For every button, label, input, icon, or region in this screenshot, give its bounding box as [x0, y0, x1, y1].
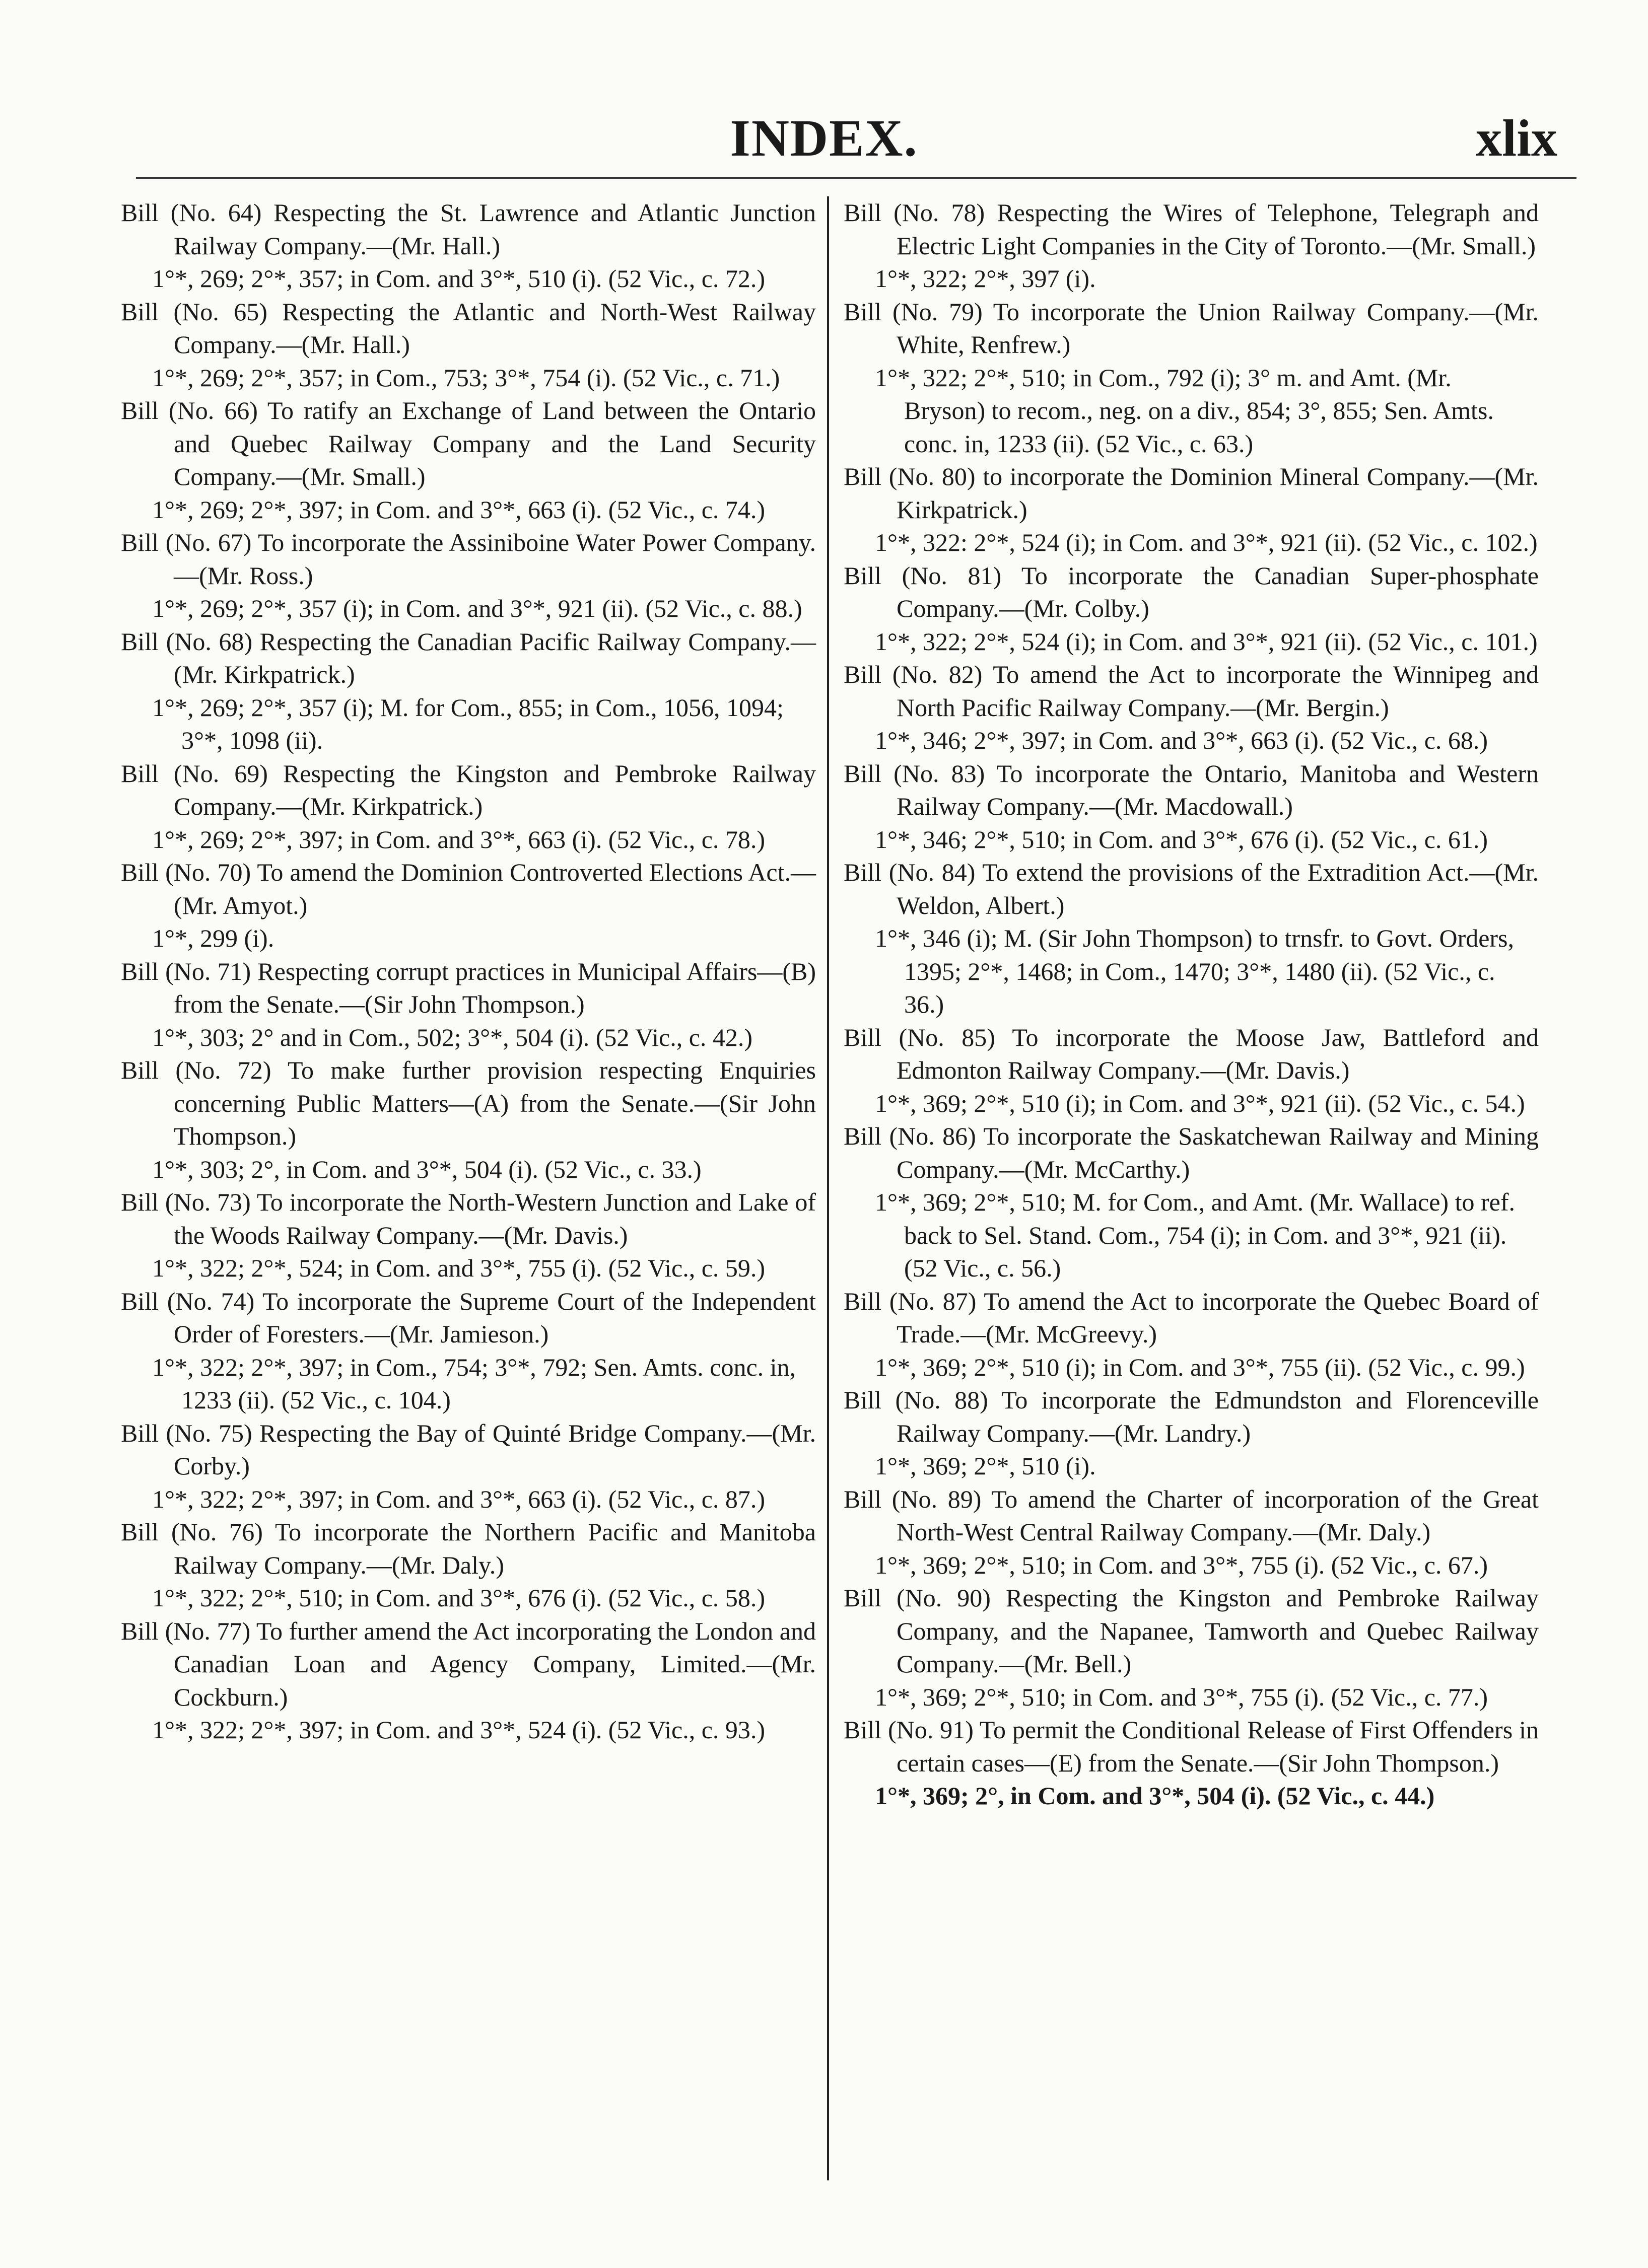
entry-heading: Bill (No. 71) Respecting corrupt practices in Municipal Affairs—(B) from the Senate.—(Sir John Thompson.)	[121, 957, 816, 1018]
index-entry	[844, 658, 1539, 757]
index-entry	[121, 1615, 816, 1747]
index-entry	[844, 856, 1539, 1021]
index-entry	[121, 1516, 816, 1615]
index-entry	[121, 955, 816, 1054]
index-entry	[844, 1285, 1539, 1384]
entry-heading: Bill (No. 87) To amend the Act to incorporate the Quebec Board of Trade.—(Mr. McGreevy.)	[844, 1287, 1539, 1348]
entry-details: 1°*, 369; 2°*, 510; in Com. and 3°*, 755 (i). (52 Vic., c. 77.)	[875, 1682, 1488, 1711]
entry-details: 1°*, 369; 2°, in Com. and 3°*, 504 (i). (52 Vic., c. 44.)	[875, 1782, 1435, 1810]
entry-heading: Bill (No. 79) To incorporate the Union Railway Company.—(Mr. White, Renfrew.)	[844, 297, 1539, 359]
entry-details: 1°*, 369; 2°*, 510 (i); in Com. and 3°*, 921 (ii). (52 Vic., c. 54.)	[875, 1089, 1525, 1117]
entry-heading: Bill (No. 64) Respecting the St. Lawrence and Atlantic Junction Railway Company.—(Mr. Hall.)	[121, 198, 816, 260]
index-entry	[844, 1120, 1539, 1285]
entry-details: 1°*, 269; 2°*, 357; in Com. and 3°*, 510 (i). (52 Vic., c. 72.)	[152, 264, 766, 293]
entry-details: 1°*, 299 (i).	[152, 924, 274, 952]
entry-heading: Bill (No. 70) To amend the Dominion Controverted Elections Act.—(Mr. Amyot.)	[121, 858, 816, 919]
entry-heading: Bill (No. 76) To incorporate the Northern Pacific and Manitoba Railway Company.—(Mr. Daly.)	[121, 1518, 816, 1579]
entry-heading: Bill (No. 77) To further amend the Act incorporating the London and Canadian Loan and Agency Company, Limited.—(Mr. Cockburn.)	[121, 1616, 816, 1711]
index-entry	[844, 757, 1539, 857]
entry-details: 1°*, 369; 2°*, 510 (i); in Com. and 3°*, 755 (ii). (52 Vic., c. 99.)	[875, 1353, 1525, 1381]
entry-heading: Bill (No. 90) Respecting the Kingston and Pembroke Railway Company, and the Napanee, Tamworth and Quebec Railway Company.—(Mr. Bell.)	[844, 1584, 1539, 1678]
index-entry	[121, 856, 816, 955]
entry-details: 1°*, 322; 2°*, 524 (i); in Com. and 3°*, 921 (ii). (52 Vic., c. 101.)	[875, 627, 1538, 656]
right-column	[844, 196, 1539, 1813]
entry-heading: Bill (No. 80) to incorporate the Dominion Mineral Company.—(Mr. Kirkpatrick.)	[844, 462, 1539, 524]
index-entry	[121, 526, 816, 625]
entry-details: 1°*, 369; 2°*, 510 (i).	[875, 1452, 1096, 1480]
page-title: INDEX.	[730, 109, 918, 167]
index-entry	[121, 1417, 816, 1516]
index-entry	[844, 1714, 1539, 1813]
index-entry	[121, 1285, 816, 1417]
entry-heading: Bill (No. 91) To permit the Conditional Release of First Offenders in certain cases—(E) from the Senate.—(Sir John Thompson.)	[844, 1716, 1539, 1777]
column-divider	[827, 196, 829, 2180]
entry-heading: Bill (No. 75) Respecting the Bay of Quinté Bridge Company.—(Mr. Corby.)	[121, 1419, 816, 1480]
index-entry	[844, 460, 1539, 559]
entry-details: 1°*, 322; 2°*, 510; in Com., 792 (i); 3° m. and Amt. (Mr. Bryson) to recom., neg. on a div., 854; 3°, 855; Sen. Amts. conc. in, 1233 (ii). (52 Vic., c. 63.)	[875, 363, 1494, 458]
index-entry	[844, 196, 1539, 296]
entry-details: 1°*, 269; 2°*, 357; in Com., 753; 3°*, 754 (i). (52 Vic., c. 71.)	[152, 363, 780, 392]
entry-heading: Bill (No. 69) Respecting the Kingston and Pembroke Railway Company.—(Mr. Kirkpatrick.)	[121, 759, 816, 820]
header-rule	[136, 177, 1576, 179]
entry-details: 1°*, 369; 2°*, 510; M. for Com., and Amt. (Mr. Wallace) to ref. back to Sel. Stand. Com., 754 (i); in Com. and 3°*, 921 (ii). (52 Vic., c. 56.)	[875, 1188, 1515, 1282]
entry-heading: Bill (No. 68) Respecting the Canadian Pacific Railway Company.—(Mr. Kirkpatrick.)	[121, 627, 816, 688]
index-entry	[844, 559, 1539, 659]
index-entry	[844, 1021, 1539, 1120]
entry-heading: Bill (No. 84) To extend the provisions of the Extradition Act.—(Mr. Weldon, Albert.)	[844, 858, 1539, 919]
entry-details: 1°*, 369; 2°*, 510; in Com. and 3°*, 755 (i). (52 Vic., c. 67.)	[875, 1550, 1488, 1579]
entry-details: 1°*, 346; 2°*, 397; in Com. and 3°*, 663 (i). (52 Vic., c. 68.)	[875, 726, 1488, 754]
entry-heading: Bill (No. 72) To make further provision respecting Enquiries concerning Public Matters—(A) from the Senate.—(Sir John Thompson.)	[121, 1056, 816, 1150]
index-entry	[844, 1483, 1539, 1582]
index-entry	[121, 296, 816, 395]
index-entry	[121, 394, 816, 526]
entry-details: 1°*, 322; 2°*, 524; in Com. and 3°*, 755 (i). (52 Vic., c. 59.)	[152, 1254, 766, 1282]
entry-heading: Bill (No. 85) To incorporate the Moose Jaw, Battleford and Edmonton Railway Company.—(Mr. Davis.)	[844, 1023, 1539, 1084]
entry-heading: Bill (No. 82) To amend the Act to incorporate the Winnipeg and North Pacific Railway Company.—(Mr. Bergin.)	[844, 660, 1539, 722]
entry-details: 1°*, 269; 2°*, 397; in Com. and 3°*, 663 (i). (52 Vic., c. 74.)	[152, 495, 766, 524]
entry-heading: Bill (No. 66) To ratify an Exchange of Land between the Ontario and Quebec Railway Company and the Land Security Company.—(Mr. Small.)	[121, 396, 816, 490]
index-entry	[844, 296, 1539, 461]
entry-details: 1°*, 322; 2°*, 510; in Com. and 3°*, 676 (i). (52 Vic., c. 58.)	[152, 1584, 766, 1612]
entry-heading: Bill (No. 89) To amend the Charter of incorporation of the Great North-West Central Railway Company.—(Mr. Daly.)	[844, 1484, 1539, 1546]
entry-details: 1°*, 322; 2°*, 397; in Com. and 3°*, 663 (i). (52 Vic., c. 87.)	[152, 1484, 766, 1513]
entry-heading: Bill (No. 73) To incorporate the North-Western Junction and Lake of the Woods Railway Company.—(Mr. Davis.)	[121, 1188, 816, 1249]
page-number: xlix	[1476, 109, 1557, 167]
entry-heading: Bill (No. 65) Respecting the Atlantic and North-West Railway Company.—(Mr. Hall.)	[121, 297, 816, 359]
index-entry	[844, 1384, 1539, 1483]
entry-details: 1°*, 346 (i); M. (Sir John Thompson) to trnsfr. to Govt. Orders, 1395; 2°*, 1468; in Com., 1470; 3°*, 1480 (ii). (52 Vic., c. 36.)	[875, 924, 1515, 1018]
index-entry	[121, 1054, 816, 1186]
entry-heading: Bill (No. 74) To incorporate the Supreme Court of the Independent Order of Foresters.—(Mr. Jamieson.)	[121, 1287, 816, 1348]
entry-details: 1°*, 322; 2°*, 397 (i).	[875, 264, 1096, 293]
entry-heading: Bill (No. 83) To incorporate the Ontario, Manitoba and Western Railway Company.—(Mr. Macdowall.)	[844, 759, 1539, 820]
entry-details: 1°*, 322; 2°*, 397; in Com. and 3°*, 524 (i). (52 Vic., c. 93.)	[152, 1716, 766, 1744]
index-entry	[121, 1186, 816, 1285]
entry-heading: Bill (No. 67) To incorporate the Assiniboine Water Power Company.—(Mr. Ross.)	[121, 528, 816, 590]
entry-details: 1°*, 269; 2°*, 357 (i); M. for Com., 855; in Com., 1056, 1094; 3°*, 1098 (ii).	[152, 693, 784, 754]
left-column	[121, 196, 816, 1747]
entry-heading: Bill (No. 88) To incorporate the Edmundston and Florenceville Railway Company.—(Mr. Landry.)	[844, 1386, 1539, 1447]
index-entry	[121, 625, 816, 757]
index-entry	[121, 757, 816, 857]
entry-details: 1°*, 269; 2°*, 357 (i); in Com. and 3°*, 921 (ii). (52 Vic., c. 88.)	[152, 594, 802, 622]
entry-details: 1°*, 303; 2°, in Com. and 3°*, 504 (i). (52 Vic., c. 33.)	[152, 1155, 702, 1183]
entry-details: 1°*, 346; 2°*, 510; in Com. and 3°*, 676 (i). (52 Vic., c. 61.)	[875, 825, 1488, 854]
entry-heading: Bill (No. 86) To incorporate the Saskatchewan Railway and Mining Company.—(Mr. McCarthy.)	[844, 1122, 1539, 1183]
entry-heading: Bill (No. 78) Respecting the Wires of Telephone, Telegraph and Electric Light Companies in the City of Toronto.—(Mr. Small.)	[844, 198, 1539, 260]
entry-heading: Bill (No. 81) To incorporate the Canadian Super-phosphate Company.—(Mr. Colby.)	[844, 561, 1539, 622]
entry-details: 1°*, 322: 2°*, 524 (i); in Com. and 3°*, 921 (ii). (52 Vic., c. 102.)	[875, 528, 1538, 556]
index-entry	[121, 196, 816, 296]
entry-details: 1°*, 303; 2° and in Com., 502; 3°*, 504 (i). (52 Vic., c. 42.)	[152, 1023, 753, 1051]
entry-details: 1°*, 269; 2°*, 397; in Com. and 3°*, 663 (i). (52 Vic., c. 78.)	[152, 825, 766, 854]
entry-details: 1°*, 322; 2°*, 397; in Com., 754; 3°*, 792; Sen. Amts. conc. in, 1233 (ii). (52 Vic., c. 104.)	[152, 1353, 796, 1414]
index-entry	[844, 1582, 1539, 1714]
